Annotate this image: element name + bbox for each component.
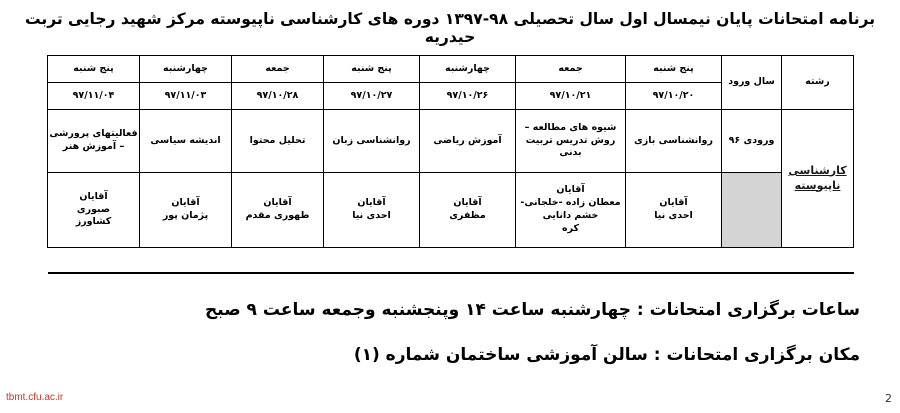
course-cell-3: آموزش ریاضی [420,110,516,173]
course-cell-1: روانشناسی بازی [626,110,722,173]
teacher-line: آقایان [79,190,108,202]
header-date-2: ۹۷/۱۰/۲۱ [516,83,626,110]
teacher-cell-7 [48,173,140,248]
teacher-line: کشاورز [75,216,112,228]
exam-times-note: ساعات برگزاری امتحانات : چهارشنبه ساعت ۱۴ وپنجشنبه وجمعه ساعت ۹ صبح [205,300,860,320]
header-entry-year: سال ورود [722,56,782,110]
header-day-4: پنج شنبه [324,56,420,83]
header-day-5: جمعه [232,56,324,83]
course-cell-2: شیوه های مطالعه – روش تدریس تربیت بدنی [516,110,626,173]
teacher-cell-3 [420,173,516,248]
teacher-cell-6 [140,173,232,248]
exam-place-note: مکان برگزاری امتحانات : سالن آموزشی ساختمان شماره (۱) [353,345,860,365]
teacher-cell-1 [626,173,722,248]
teacher-cell-2 [516,173,626,248]
exam-schedule-table [47,55,854,248]
header-date-7: ۹۷/۱۱/۰۴ [48,83,140,110]
teacher-line: صبوری [76,203,111,215]
entry-year-cell: ورودی ۹۶ [722,110,782,173]
header-day-6: چهارشنبه [140,56,232,83]
header-date-6: ۹۷/۱۱/۰۳ [140,83,232,110]
teacher-line: احدی نیا [352,210,391,221]
teacher-line: کره [561,222,580,234]
teacher-line: آقایان [659,197,688,209]
teacher-line: احدی نیا [654,210,693,221]
header-date-4: ۹۷/۱۰/۲۷ [324,83,420,110]
empty-shaded-cell [722,173,782,248]
header-day-1: پنج شنبه [626,56,722,83]
header-day-3: چهارشنبه [420,56,516,83]
course-cell-5: تحلیل محتوا [232,110,324,173]
teacher-cell-5 [232,173,324,248]
teacher-cell-4 [324,173,420,248]
table-row-teachers [48,173,854,248]
teacher-line: طهوری مقدم [245,210,310,221]
course-cell-6: اندیشه سیاسی [140,110,232,173]
table-header-day-row [48,56,854,83]
header-date-3: ۹۷/۱۰/۲۶ [420,83,516,110]
bottom-divider [48,272,854,274]
teacher-line: آقایان [357,197,386,209]
page-number: 2 [885,392,892,405]
header-date-5: ۹۷/۱۰/۲۸ [232,83,324,110]
course-cell-7: فعالیتهای پرورشی – آموزش هنر [48,110,140,173]
teacher-line: مظفری [449,210,486,221]
header-day-2: جمعه [516,56,626,83]
teacher-line: پژمان پور [162,210,209,221]
page-title: برنامه امتحانات پایان نیمسال اول سال تحصیلی ۹۸-۱۳۹۷ دوره های کارشناسی ناپیوسته مرکز شهید رجایی تربت حیدریه [24,10,876,46]
field-name-cell [782,110,854,248]
teacher-line: آقایان [263,197,292,209]
field-name-label: کارشناسی ناپیوسته [788,163,847,192]
footer-url: tbmt.cfu.ac.ir [6,392,64,403]
header-field: رشته [782,56,854,110]
header-day-7: پنج شنبه [48,56,140,83]
teacher-line: آقایان [171,197,200,209]
teacher-line: معطان زاده -خلجانی-خشم دانایی [520,197,621,221]
course-cell-4: روانشناسی زبان [324,110,420,173]
table-row-courses [48,110,854,173]
teacher-line: آقایان [556,184,585,196]
header-date-1: ۹۷/۱۰/۲۰ [626,83,722,110]
teacher-line: آقایان [453,197,482,209]
exam-schedule-table-wrapper [48,55,854,248]
